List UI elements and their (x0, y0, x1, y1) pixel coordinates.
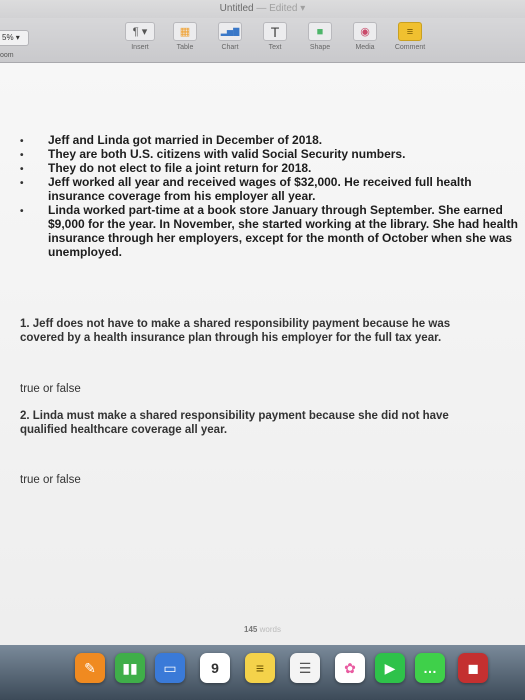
question-1[interactable]: 1. Jeff does not have to make a shared responsibility payment because he was covered by a health insurance plan through his employer for the full tax year. (20, 318, 451, 344)
window-title-bar (0, 0, 525, 18)
media-button[interactable] (345, 22, 385, 51)
comment-button[interactable] (390, 22, 430, 51)
table-label: Table (176, 44, 194, 51)
messages-icon[interactable]: … (415, 653, 445, 683)
chart-icon: ▂▅▇ (218, 22, 242, 41)
edited-status: Edited (269, 3, 298, 14)
bullet-item[interactable]: • Linda worked part-time at a book store January through September. She earned $9,000 for the year. In November, she started working at the library. She had health insurance through her employers, except for the month of October when she was unemployed. (20, 203, 520, 259)
bullet-item[interactable]: • They do not elect to file a joint return for 2018. (20, 161, 520, 175)
text-button[interactable] (255, 22, 295, 51)
shape-label: Shape (309, 44, 331, 51)
insert-label: Insert (131, 44, 149, 51)
chart-label: Chart (221, 44, 239, 51)
table-button[interactable] (165, 22, 205, 51)
reminders-icon[interactable]: ☰ (290, 653, 320, 683)
word-count[interactable] (0, 625, 525, 634)
calendar-icon[interactable]: 9 (200, 653, 230, 683)
text-label: Text (268, 44, 282, 51)
media-label: Media (355, 44, 375, 51)
document-title[interactable]: Untitled (219, 3, 254, 14)
bullet-item[interactable]: • They are both U.S. citizens with valid Social Security numbers. (20, 147, 520, 161)
shape-button[interactable] (300, 22, 340, 51)
zoom-select[interactable]: 5% ▾ (0, 30, 29, 46)
shape-icon: ■ (308, 22, 332, 41)
zoom-label: oom (0, 52, 14, 59)
text-icon: T (263, 22, 287, 41)
keynote-icon[interactable]: ▭ (155, 653, 185, 683)
comment-icon: ≡ (398, 22, 422, 41)
pages-icon[interactable]: ✎ (75, 653, 105, 683)
title-menu-chevron-icon[interactable]: ▾ (300, 3, 306, 14)
bullet-item[interactable]: • Jeff worked all year and received wages of $32,000. He received full health insurance coverage from his employer all year. (20, 175, 520, 203)
word-count-value: 145 (244, 625, 258, 634)
question-2[interactable]: 2. Linda must make a shared responsibility payment because she did not have qualified healthcare coverage all year. (20, 410, 449, 436)
word-count-label: words (259, 625, 281, 634)
paragraph-icon: ¶ ▾ (125, 22, 155, 41)
insert-button[interactable] (120, 22, 160, 51)
numbers-icon[interactable]: ▮▮ (115, 653, 145, 683)
notes-icon[interactable]: ≡ (245, 653, 275, 683)
bullet-item[interactable]: • Jeff and Linda got married in December of 2018. (20, 133, 520, 147)
document-page[interactable] (0, 63, 525, 645)
answer-1[interactable]: true or false (20, 383, 81, 395)
photo-booth-icon[interactable]: ◼ (458, 653, 488, 683)
dock (0, 645, 525, 700)
facetime-icon[interactable]: ▶ (375, 653, 405, 683)
title-separator: — (256, 3, 267, 14)
comment-label: Comment (394, 44, 426, 51)
media-icon: ◉ (353, 22, 377, 41)
photos-icon[interactable]: ✿ (335, 653, 365, 683)
toolbar (0, 18, 525, 63)
table-icon: ▦ (173, 22, 197, 41)
answer-2[interactable]: true or false (20, 474, 81, 486)
bullet-list (20, 133, 520, 259)
chart-button[interactable] (210, 22, 250, 51)
